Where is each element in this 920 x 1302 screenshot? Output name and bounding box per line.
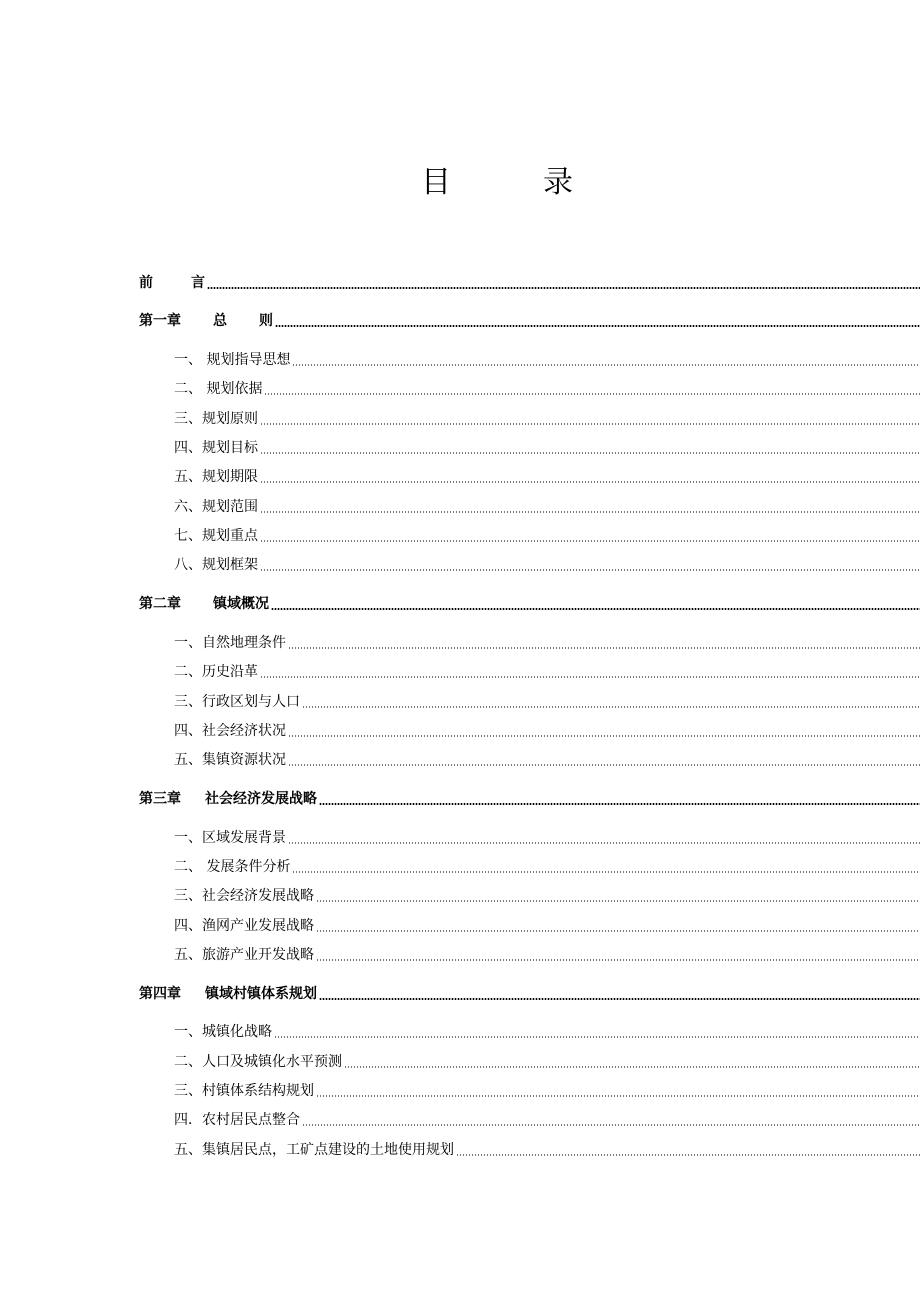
toc-entry-section[interactable]: [174, 661, 920, 683]
toc-entry-label: 前 言: [139, 275, 205, 291]
dot-leader: [275, 325, 920, 327]
toc-entry-label: 四、渔网产业发展战略: [174, 918, 314, 934]
toc-entry-section[interactable]: [174, 554, 920, 576]
toc-entry-section[interactable]: [174, 378, 920, 400]
toc-entry-label: 三、规划原则: [174, 411, 258, 427]
toc-entry-label: 六、规划范围: [174, 499, 258, 515]
toc-entry-section[interactable]: [174, 1109, 920, 1131]
dot-leader: [319, 998, 920, 1000]
dot-leader: [260, 676, 920, 678]
dot-leader: [288, 647, 920, 649]
toc-entry-chapter-2[interactable]: [139, 593, 920, 615]
dot-leader: [292, 364, 920, 366]
toc-entry-section[interactable]: [174, 632, 920, 654]
toc-entry-chapter-3[interactable]: [139, 788, 920, 810]
toc-entry-label: 第四章 镇域村镇体系规划: [139, 986, 317, 1002]
toc-entry-section[interactable]: [174, 466, 920, 488]
toc-entry-section[interactable]: [174, 408, 920, 430]
toc-entry-label: 二、人口及城镇化水平预测: [174, 1054, 342, 1070]
toc-entry-preface[interactable]: [139, 272, 920, 294]
dot-leader: [260, 540, 920, 542]
toc-entry-section[interactable]: [174, 944, 920, 966]
toc-title-char-1: 目: [421, 165, 451, 200]
toc-entry-label: 五、集镇资源状况: [174, 752, 286, 768]
dot-leader: [260, 481, 920, 483]
toc-entry-label: 四、社会经济状况: [174, 723, 286, 739]
toc-entry-label: 八、规划框架: [174, 557, 258, 573]
dot-leader: [288, 735, 920, 737]
dot-leader: [344, 1066, 920, 1068]
toc-entry-section[interactable]: [174, 915, 920, 937]
toc-entry-section[interactable]: [174, 1139, 920, 1161]
dot-leader: [260, 423, 920, 425]
toc-entry-label: 七、规划重点: [174, 528, 258, 544]
toc-entry-section[interactable]: [174, 1021, 920, 1043]
dot-leader: [288, 842, 920, 844]
dot-leader: [456, 1154, 920, 1156]
toc-entry-section[interactable]: [174, 1080, 920, 1102]
dot-leader: [316, 930, 920, 932]
dot-leader: [319, 803, 920, 805]
toc-entry-section[interactable]: [174, 1051, 920, 1073]
toc-entry-section[interactable]: [174, 885, 920, 907]
toc-entry-section[interactable]: [174, 496, 920, 518]
toc-entry-label: 三、社会经济发展战略: [174, 888, 314, 904]
toc-entry-section[interactable]: [174, 691, 920, 713]
toc-entry-label: 五、集镇居民点，工矿点建设的土地使用规划: [174, 1142, 454, 1158]
dot-leader: [316, 1095, 920, 1097]
toc-entry-chapter-4[interactable]: [139, 983, 920, 1005]
dot-leader: [207, 287, 920, 289]
toc-entry-label: 四．农村居民点整合: [174, 1112, 300, 1128]
toc-entry-label: 二、 发展条件分析: [174, 859, 291, 875]
toc-entry-label: 第二章 镇域概况: [139, 596, 269, 612]
dot-leader: [260, 569, 920, 571]
toc-title-char-2: 录: [543, 165, 573, 200]
toc-entry-section[interactable]: [174, 827, 920, 849]
toc-entry-section[interactable]: [174, 856, 920, 878]
toc-entry-label: 一、区域发展背景: [174, 830, 286, 846]
toc-entry-section[interactable]: [174, 720, 920, 742]
dot-leader: [316, 959, 920, 961]
toc-entry-label: 第三章 社会经济发展战略: [139, 791, 317, 807]
toc-entry-label: 四、规划目标: [174, 440, 258, 456]
dot-leader: [260, 511, 920, 513]
toc-entry-label: 一、城镇化战略: [174, 1024, 272, 1040]
dot-leader: [316, 900, 920, 902]
dot-leader: [302, 1124, 920, 1126]
toc-entry-section[interactable]: [174, 749, 920, 771]
toc-entry-label: 一、自然地理条件: [174, 635, 286, 651]
toc-entry-label: 第一章 总 则: [139, 313, 273, 329]
toc-entry-section[interactable]: [174, 437, 920, 459]
toc-entry-label: 三、行政区划与人口: [174, 694, 300, 710]
toc-entry-label: 三、村镇体系结构规划: [174, 1083, 314, 1099]
toc-entry-section[interactable]: [174, 349, 920, 371]
dot-leader: [260, 452, 920, 454]
dot-leader: [264, 393, 920, 395]
dot-leader: [302, 706, 920, 708]
toc-entry-label: 二、 规划依据: [174, 381, 263, 397]
dot-leader: [292, 871, 920, 873]
toc-entry-chapter-1[interactable]: [139, 310, 920, 332]
toc-entry-label: 一、 规划指导思想: [174, 352, 291, 368]
toc-entry-section[interactable]: [174, 525, 920, 547]
toc-entry-label: 五、规划期限: [174, 469, 258, 485]
toc-entry-label: 二、历史沿革: [174, 664, 258, 680]
dot-leader: [288, 764, 920, 766]
toc-entry-label: 五、旅游产业开发战略: [174, 947, 314, 963]
dot-leader: [271, 608, 920, 610]
dot-leader: [274, 1036, 920, 1038]
